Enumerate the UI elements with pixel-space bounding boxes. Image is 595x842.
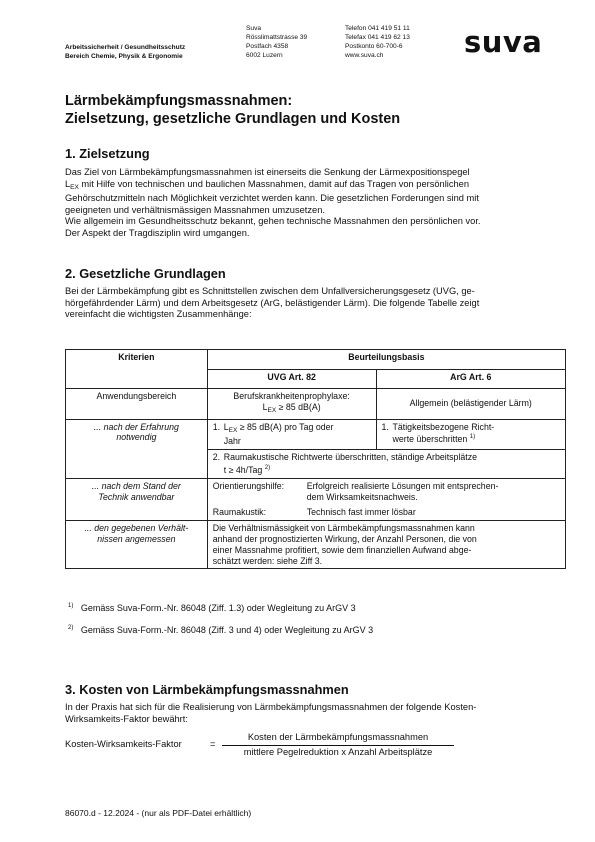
footnote-ref: 2) xyxy=(264,464,271,471)
cell-text xyxy=(213,481,560,492)
lex-symbol: L xyxy=(262,401,268,412)
cell-text xyxy=(213,422,371,437)
text-line: Wie allgemein im Gesundheitsschutz bekannt, gehen technische Massnahmen den persönlichen vor. xyxy=(65,216,481,227)
cell-fragment: ≥ 85 dB(A) xyxy=(276,401,321,412)
contact-line: Telefon 041 419 51 11 xyxy=(345,25,410,32)
cell-text xyxy=(213,507,560,518)
lex-subscript: EX xyxy=(228,426,238,434)
cell-fragment: Tätigkeitsbezogene Richt- xyxy=(392,421,495,432)
cell-key: Orientierungshilfe: xyxy=(212,480,285,491)
cell-value: dem Wirksamkeitsnachweis. xyxy=(306,491,418,502)
cell-text: ... den gegebenen Verhält- xyxy=(84,523,189,534)
formula-equals: = xyxy=(210,739,216,749)
crit-verhaeltnisse xyxy=(66,521,208,569)
cell-raumakustik-erfahrung xyxy=(207,450,565,479)
cell-text: einer Massnahme profitiert, sowie dem finanziellen Aufwand abge- xyxy=(212,544,472,555)
text-line: Der Aspekt der Tragdisziplin wird umgangen. xyxy=(65,227,250,238)
footnote-2 xyxy=(68,625,373,635)
title-line-1: Lärmbekämpfungsmassnahmen: xyxy=(65,93,293,109)
section-1-text xyxy=(65,167,557,240)
table-row xyxy=(66,419,566,450)
cell-text: Technik anwendbar xyxy=(98,491,175,502)
cell-key: Raumakustik: xyxy=(212,507,267,518)
criteria-table xyxy=(65,349,566,569)
footnote-ref: 1) xyxy=(469,434,476,441)
cell-text xyxy=(213,452,560,463)
text-fragment: mit Hilfe von technischen und baulichen Massnahmen, damit auf das Tragen von persönlichen xyxy=(78,178,470,189)
formula-fraction xyxy=(222,732,454,758)
formula-numerator: Kosten der Lärmbekämpfungsmassnahmen xyxy=(222,732,454,746)
cell-text: Die Verhältnismässigkeit von Lärmbekämpfungsmassnahmen kann xyxy=(212,523,475,534)
address-line: Rösslimattstrasse 39 xyxy=(246,34,308,41)
header-kriterien: Kriterien xyxy=(66,350,208,389)
cell-fragment: Raumakustische Richtwerte überschritten, ständige Arbeitsplätze xyxy=(223,452,478,463)
address-line: Postfach 4358 xyxy=(246,43,289,50)
cell-stand-technik xyxy=(207,478,565,520)
table-row xyxy=(66,389,566,420)
cell-text: schätzt werden: siehe Ziff 3. xyxy=(212,555,323,566)
text-line: Wirksamkeits-Faktor bewährt: xyxy=(65,713,188,724)
cell-text xyxy=(382,422,560,433)
contact-line: Postkonto 60-700-6 xyxy=(345,43,403,50)
section-3-text xyxy=(65,702,557,725)
cell-text: anhand der prognostizierten Wirkung, der Anzahl Personen, die von xyxy=(212,533,477,544)
text-line: In der Praxis hat sich für die Realisierung von Lärmbekämpfungsmassnahmen der folgende Kosten- xyxy=(65,702,477,712)
footnote-mark: 2) xyxy=(68,625,74,631)
list-number: 1. xyxy=(212,421,221,432)
footnote-text: Gemäss Suva-Form.-Nr. 86048 (Ziff. 3 und 4) oder Wegleitung zu ArGV 3 xyxy=(80,625,374,635)
text-line: Gehörschutzmitteln nach Möglichkeit verzichtet werden kann. Die gesetzlichen Forderungen sind mit xyxy=(65,193,479,204)
list-number: 1. xyxy=(381,421,389,432)
address-line: Suva xyxy=(246,25,262,32)
formula-label: Kosten-Wirksamkeits-Faktor xyxy=(65,739,182,749)
cell-text xyxy=(382,432,560,445)
cell-value: Erfolgreich realisierte Lösungen mit entsprechen- xyxy=(306,480,499,491)
crit-erfahrung xyxy=(66,419,208,478)
text-line: Das Ziel von Lärmbekämpfungsmassnahmen ist einerseits die Senkung der Lärmexpositionspegel xyxy=(65,167,470,177)
cell-text: ... nach der Erfahrung xyxy=(93,421,179,432)
section-2-heading: 2. Gesetzliche Grundlagen xyxy=(65,266,226,281)
text-line: Bei der Lärmbekämpfung gibt es Schnittstellen zwischen dem Unfallversicherungsgesetz (UVG, ge- xyxy=(65,286,475,296)
section-2-text xyxy=(65,286,557,321)
contact-line: www.suva.ch xyxy=(345,52,384,59)
page-title xyxy=(65,92,400,128)
table-row xyxy=(66,478,566,520)
cell-fragment: t ≥ 4h/Tag xyxy=(223,464,263,475)
list-number: 2. xyxy=(212,452,221,463)
document-footer: 86070.d - 12.2024 - (nur als PDF-Datei erhältlich) xyxy=(65,808,252,818)
cell-uvg-erfahrung xyxy=(207,419,376,450)
header-uvg: UVG Art. 82 xyxy=(207,369,376,389)
footnote-mark: 1) xyxy=(68,603,74,609)
section-1-heading: 1. Zielsetzung xyxy=(65,146,150,161)
cell-fragment: ≥ 85 dB(A) pro Tag oder xyxy=(237,421,334,432)
contact-line: Telefax 041 419 62 13 xyxy=(345,34,410,41)
title-line-2: Zielsetzung, gesetzliche Grundlagen und Kosten xyxy=(65,111,401,127)
table-header-row xyxy=(66,350,566,370)
cell-text xyxy=(213,402,371,417)
cell-arg-erfahrung xyxy=(376,419,565,450)
cell-text: nissen angemessen xyxy=(97,533,176,544)
cell-arg-scope: Allgemein (belästigender Lärm) xyxy=(376,389,565,420)
dept-line-2: Bereich Chemie, Physik & Ergonomie xyxy=(65,53,183,60)
cell-value: Technisch fast immer lösbar xyxy=(306,507,416,518)
formula-denominator: mittlere Pegelreduktion x Anzahl Arbeitsplätze xyxy=(243,746,433,757)
dept-line-1: Arbeitssicherheit / Gesundheitsschutz xyxy=(65,44,186,51)
text-line xyxy=(65,179,557,194)
crit-anwendungsbereich: Anwendungsbereich xyxy=(66,389,208,420)
cell-text: ... nach dem Stand der xyxy=(91,480,181,491)
header-arg: ArG Art. 6 xyxy=(376,369,565,389)
cell-verhaeltnisse xyxy=(207,521,565,569)
lex-symbol: L xyxy=(65,178,71,189)
text-line: vereinfacht die wichtigsten Zusammenhänge: xyxy=(65,309,252,320)
lex-symbol: L xyxy=(223,421,229,432)
lex-subscript: EX xyxy=(267,406,277,414)
cell-text: Berufskrankheitenprophylaxe: xyxy=(233,391,350,401)
header-beurteilungsbasis: Beurteilungsbasis xyxy=(207,350,565,370)
crit-stand-technik xyxy=(66,478,208,520)
cell-text: notwendig xyxy=(116,432,157,443)
cell-uvg-scope xyxy=(207,389,376,420)
address-line: 6002 Luzern xyxy=(246,52,283,59)
cell-text: Jahr xyxy=(223,436,241,447)
section-3-heading: 3. Kosten von Lärmbekämpfungsmassnahmen xyxy=(65,682,349,697)
footnote-text: Gemäss Suva-Form.-Nr. 86048 (Ziff. 1.3) oder Wegleitung zu ArGV 3 xyxy=(80,603,356,613)
text-line: hörgefährdender Lärm) und dem Arbeitsgesetz (ArG, belästigender Lärm). Die folgende Tabelle zeigt xyxy=(65,297,480,308)
cell-text xyxy=(213,463,560,476)
lex-subscript: EX xyxy=(70,183,79,191)
table-row xyxy=(66,521,566,569)
footnote-1 xyxy=(68,603,356,613)
text-line: geeigneten und verhältnismässigen Massnahmen umzusetzen. xyxy=(65,204,325,215)
suva-logo: suva xyxy=(464,25,543,59)
address-block xyxy=(246,24,307,60)
cell-fragment: werte überschritten xyxy=(392,434,468,445)
contact-block xyxy=(345,24,410,60)
